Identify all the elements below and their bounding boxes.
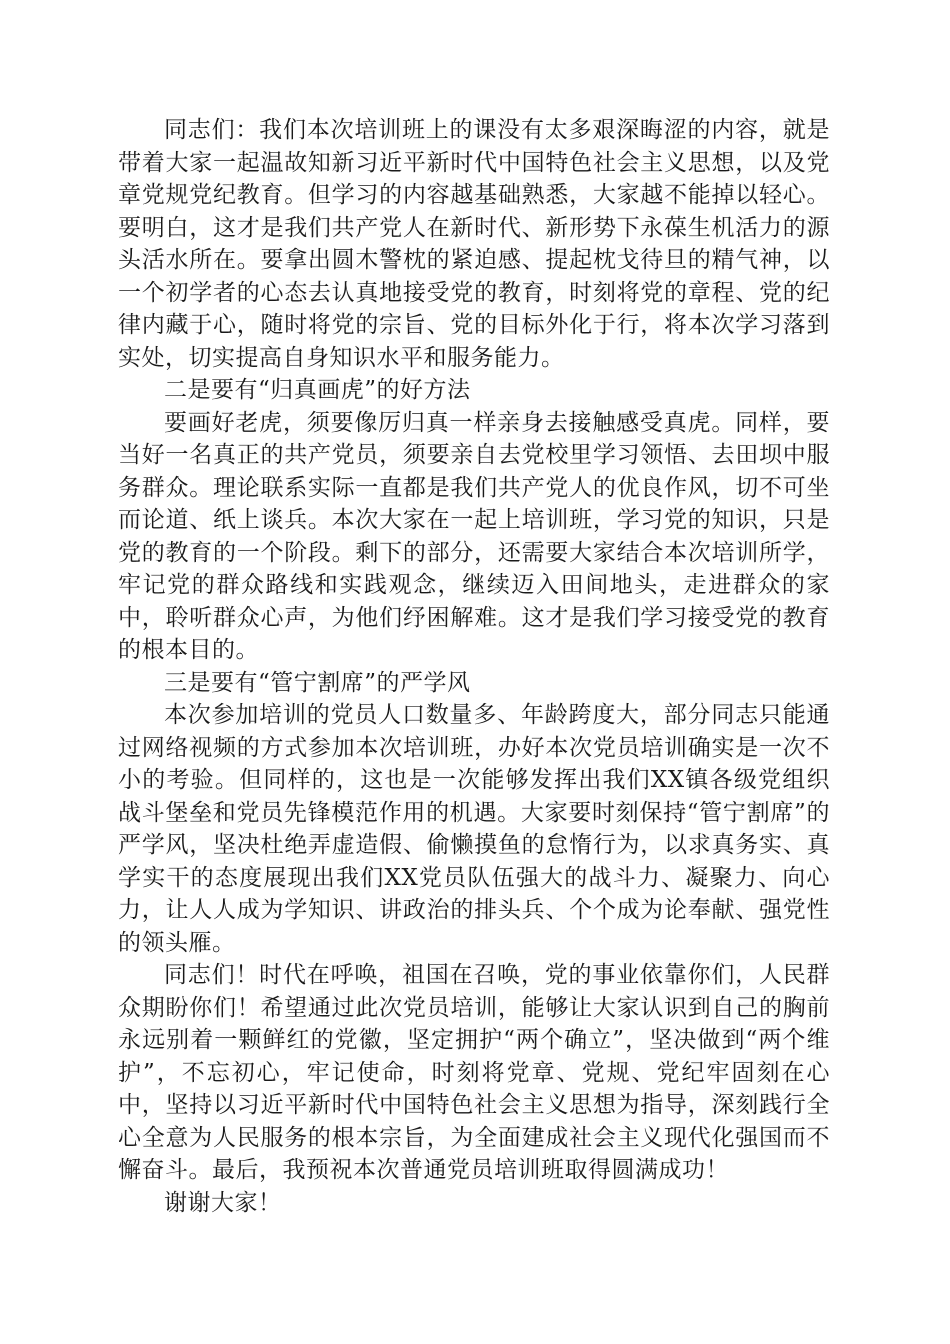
paragraph-method: 要画好老虎，须要像厉归真一样亲身去接触感受真虎。同样，要当好一名真正的共产党员，须要亲自去党校里学习领悟、去田坝中服务群众。理论联系实际一直都是我们共产党人的优良作风，切不可坐而论道、纸上谈兵。本次大家在一起上培训班，学习党的知识，只是党的教育的一个阶段。剩下的部分，还需要大家结合本次培训所学，牢记党的群众路线和实践观念，继续迈入田间地头，走进群众的家中，聆听群众心声，为他们纾困解难。这才是我们学习接受党的教育的根本目的。 [118, 409, 830, 663]
section-heading-study-style: 三是要有“管宁割席”的严学风 [164, 669, 471, 696]
paragraph-study-style: 本次参加培训的党员人口数量多、年龄跨度大，部分同志只能通过网络视频的方式参加本次培训班，办好本次党员培训确实是一次不小的考验。但同样的，这也是一次能够发挥出我们XX镇各级党组织战斗堡垒和党员先锋模范作用的机遇。大家要时刻保持“管宁割席”的严学风，坚决杜绝弄虚造假、偷懒摸鱼的怠惰行为，以求真务实、真学实干的态度展现出我们XX党员队伍强大的战斗力、凝聚力、向心力，让人人成为学知识、讲政治的排头兵、个个成为论奉献、强党性的领头雁。 [118, 702, 830, 956]
document-body [118, 114, 830, 1219]
paragraph-closing: 同志们！时代在呼唤，祖国在召唤，党的事业依靠你们，人民群众期盼你们！希望通过此次党员培训，能够让大家认识到自己的胸前永远别着一颗鲜红的党徽，坚定拥护“两个确立”，坚决做到“两个维护”，不忘初心，牢记使命，时刻将党章、党规、党纪牢固刻在心中，坚持以习近平新时代中国特色社会主义思想为指导，深刻践行全心全意为人民服务的根本宗旨，为全面建成社会主义现代化强国而不懈奋斗。最后，我预祝本次普通党员培训班取得圆满成功！ [118, 962, 830, 1183]
paragraph-thanks: 谢谢大家！ [164, 1189, 282, 1216]
paragraph-study-intro: 同志们：我们本次培训班上的课没有太多艰深晦涩的内容，就是带着大家一起温故知新习近平新时代中国特色社会主义思想，以及党章党规党纪教育。但学习的内容越基础熟悉，大家越不能掉以轻心。要明白，这才是我们共产党人在新时代、新形势下永葆生机活力的源头活水所在。要拿出圆木警枕的紧迫感、提起枕戈待旦的精气神，以一个初学者的心态去认真地接受党的教育，时刻将党的章程、党的纪律内藏于心，随时将党的宗旨、党的目标外化于行，将本次学习落到实处，切实提高自身知识水平和服务能力。 [118, 117, 830, 371]
section-heading-method: 二是要有“归真画虎”的好方法 [164, 377, 471, 403]
